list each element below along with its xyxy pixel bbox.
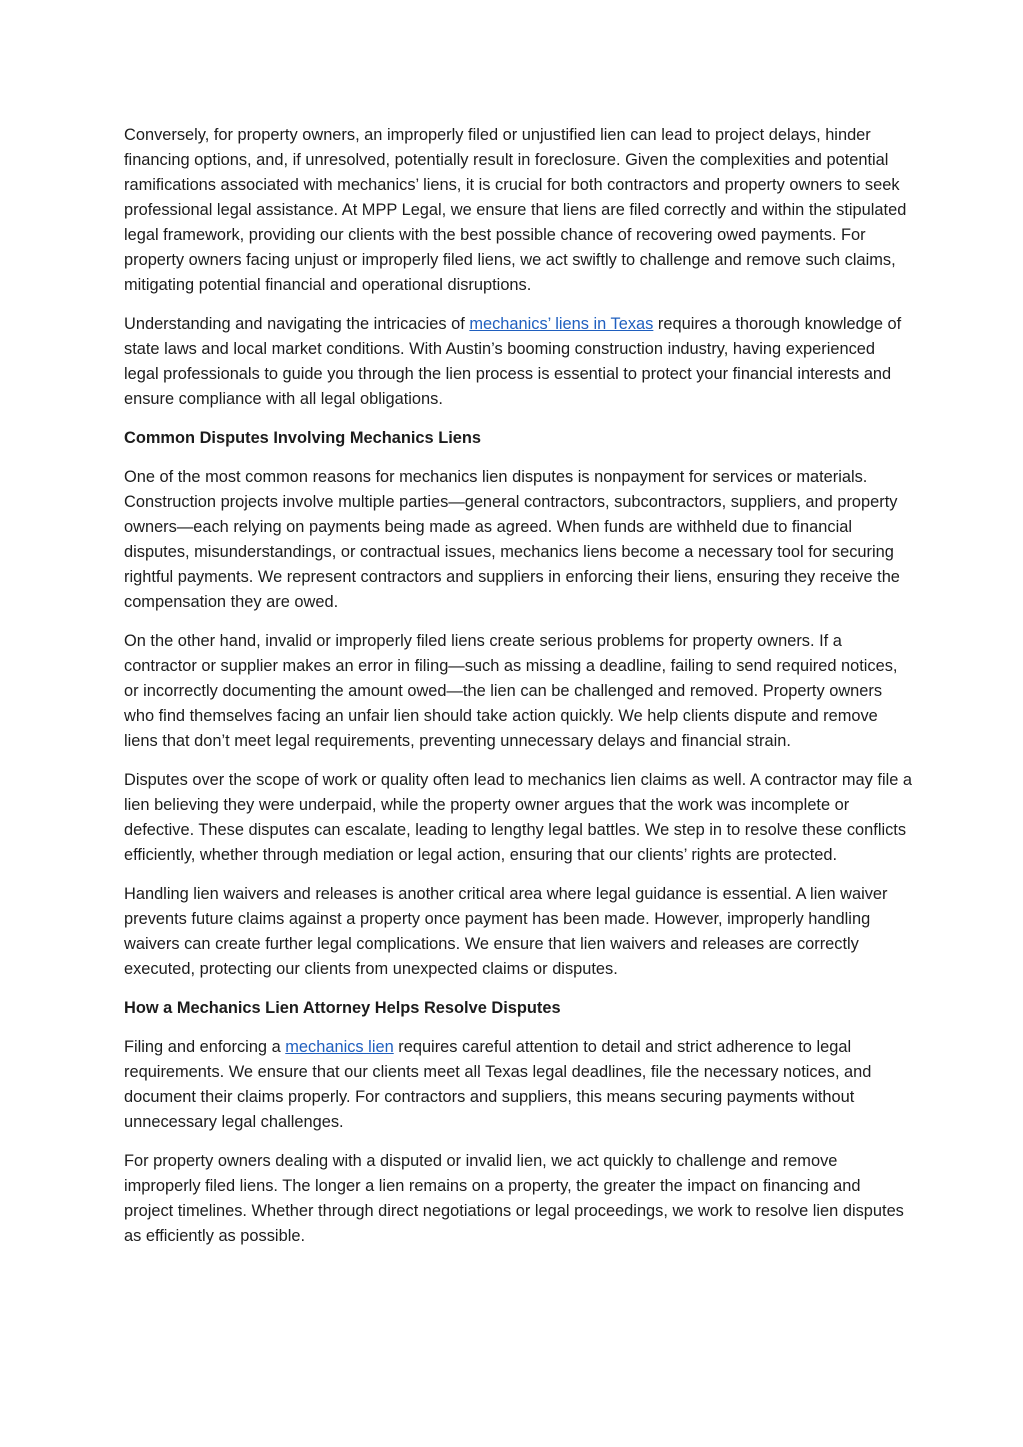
paragraph: Disputes over the scope of work or quality often lead to mechanics lien claims as well. A contractor may file a lien believing they were underpaid, while the property owner argues that the work was incomplete or defective. These disputes can escalate, leading to lengthy legal battles. We step in to resolve these conflicts efficiently, whether through mediation or legal action, ensuring that our clients’ rights are protected. [124, 771, 913, 864]
section-heading: Common Disputes Involving Mechanics Liens [124, 429, 482, 447]
mechanics-lien-link[interactable]: mechanics lien [285, 1038, 394, 1056]
paragraph-text: requires careful attention to detail and strict adherence to legal requirements. We ensure that our clients meet all Texas legal deadlines, file the necessary notices, and document their claims properly. For contractors and suppliers, this means securing payments without unnecessary legal challenges. [124, 1038, 872, 1131]
paragraph: One of the most common reasons for mechanics lien disputes is nonpayment for services or materials. Construction projects involve multiple parties—general contractors, subcontractors, suppliers, and property owners—each relying on payments being made as agreed. When funds are withheld due to financial disputes, misunderstandings, or contractual issues, mechanics liens become a necessary tool for securing rightful payments. We represent contractors and suppliers in enforcing their liens, ensuring they receive the compensation they are owed. [124, 468, 900, 611]
paragraph: For property owners dealing with a disputed or invalid lien, we act quickly to challenge and remove improperly filed liens. The longer a lien remains on a property, the greater the impact on financing and project timelines. Whether through direct negotiations or legal proceedings, we work to resolve lien disputes as efficiently as possible. [124, 1152, 904, 1245]
paragraph-text: Filing and enforcing a [124, 1038, 286, 1056]
document-body [124, 123, 914, 1263]
paragraph [124, 312, 914, 412]
paragraph: On the other hand, invalid or improperly filed liens create serious problems for property owners. If a contractor or supplier makes an error in filing—such as missing a deadline, failing to send required notices, or incorrectly documenting the amount owed—the lien can be challenged and removed. Property owners who find themselves facing an unfair lien should take action quickly. We help clients dispute and remove liens that don’t meet legal requirements, preventing unnecessary delays and financial strain. [124, 632, 898, 750]
section-heading: How a Mechanics Lien Attorney Helps Resolve Disputes [124, 999, 561, 1017]
paragraph-text: Understanding and navigating the intricacies of [124, 315, 470, 333]
paragraph: Conversely, for property owners, an improperly filed or unjustified lien can lead to project delays, hinder financing options, and, if unresolved, potentially result in foreclosure. Given the complexities and potential ramifications associated with mechanics’ liens, it is crucial for both contractors and property owners to seek professional legal assistance. At MPP Legal, we ensure that liens are filed correctly and within the stipulated legal framework, providing our clients with the best possible chance of recovering owed payments. For property owners facing unjust or improperly filed liens, we act swiftly to challenge and remove such claims, mitigating potential financial and operational disruptions. [124, 126, 907, 294]
mechanics-liens-texas-link[interactable]: mechanics’ liens in Texas [469, 315, 654, 333]
paragraph [124, 1035, 914, 1135]
paragraph-text: requires a thorough knowledge of state laws and local market conditions. With Austin’s booming construction industry, having experienced legal professionals to guide you through the lien process is essential to protect your financial interests and ensure compliance with all legal obligations. [124, 315, 902, 408]
paragraph: Handling lien waivers and releases is another critical area where legal guidance is essential. A lien waiver prevents future claims against a property once payment has been made. However, improperly handling waivers can create further legal complications. We ensure that lien waivers and releases are correctly executed, protecting our clients from unexpected claims or disputes. [124, 885, 888, 978]
